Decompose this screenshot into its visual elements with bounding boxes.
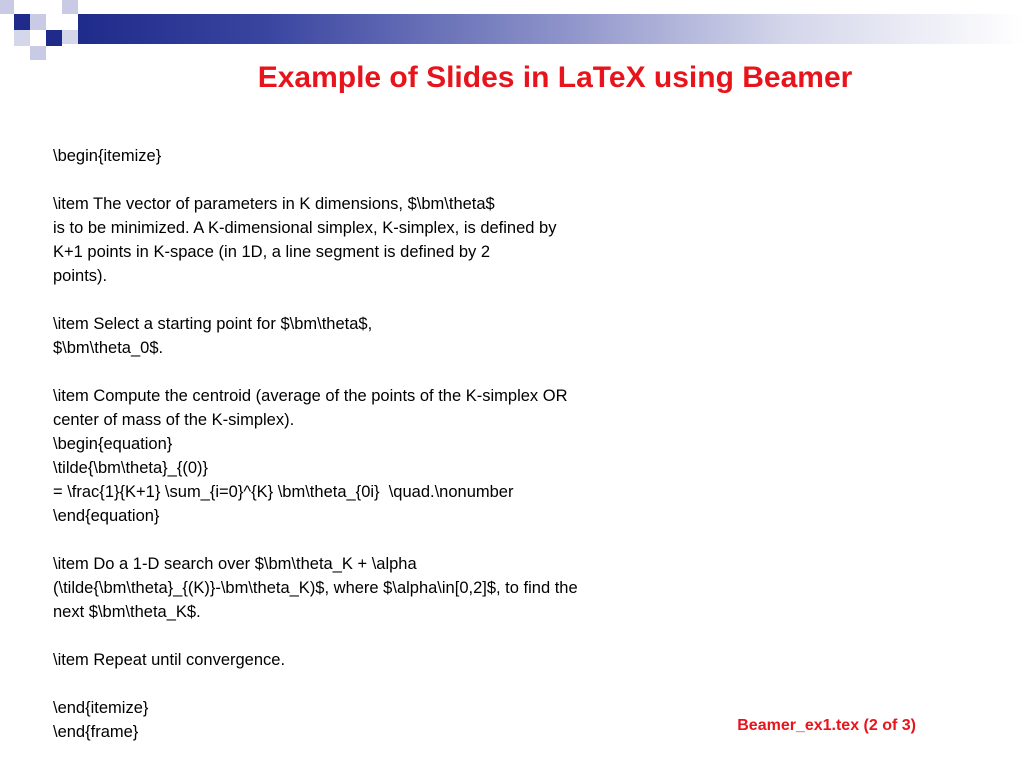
content-line: \item Repeat until convergence. [53, 651, 286, 669]
content-line: \end{frame} [53, 723, 139, 741]
slide-title: Example of Slides in LaTeX using Beamer [257, 61, 853, 94]
header-square [30, 14, 46, 30]
content-line: \tilde{\bm\theta}_{(0)} [53, 459, 209, 477]
content-line [53, 624, 713, 648]
content-line: (\tilde{\bm\theta}_{(K)}-\bm\theta_K)$, where $\alpha\in[0,2]$, to find the [53, 579, 578, 597]
content-line: = \frac{1}{K+1} \sum_{i=0}^{K} \bm\theta_{0i} \quad.\nonumber [53, 483, 514, 501]
content-line [53, 672, 713, 696]
slide-footer: Beamer_ex1.tex (2 of 3) [737, 717, 916, 734]
content-line: is to be minimized. A K-dimensional simplex, K-simplex, is defined by [53, 219, 557, 237]
header-square [0, 0, 14, 14]
content-line: points). [53, 267, 108, 285]
content-line: \item Compute the centroid (average of the points of the K-simplex OR [53, 387, 568, 405]
header-square [62, 0, 78, 14]
content-line: \begin{equation} [53, 435, 173, 453]
slide-content [53, 144, 713, 744]
content-line: \item Select a starting point for $\bm\theta$, [53, 315, 373, 333]
content-line: \item Do a 1-D search over $\bm\theta_K + \alpha [53, 555, 417, 573]
content-line [53, 528, 713, 552]
header-gradient-bar [78, 14, 1024, 44]
content-line: K+1 points in K-space (in 1D, a line segment is defined by 2 [53, 243, 491, 261]
content-line: \begin{itemize} [53, 147, 162, 165]
content-line [53, 360, 713, 384]
content-line: center of mass of the K-simplex). [53, 411, 295, 429]
content-line: $\bm\theta_0$. [53, 339, 164, 357]
header-square [62, 30, 78, 44]
content-line: \item The vector of parameters in K dimensions, $\bm\theta$ [53, 195, 495, 213]
content-line: next $\bm\theta_K$. [53, 603, 201, 621]
header-square [46, 30, 62, 46]
content-line: \end{itemize} [53, 699, 149, 717]
header-square [14, 14, 30, 30]
content-line: \end{equation} [53, 507, 160, 525]
content-line [53, 288, 713, 312]
header-square [14, 30, 30, 46]
content-line [53, 168, 713, 192]
